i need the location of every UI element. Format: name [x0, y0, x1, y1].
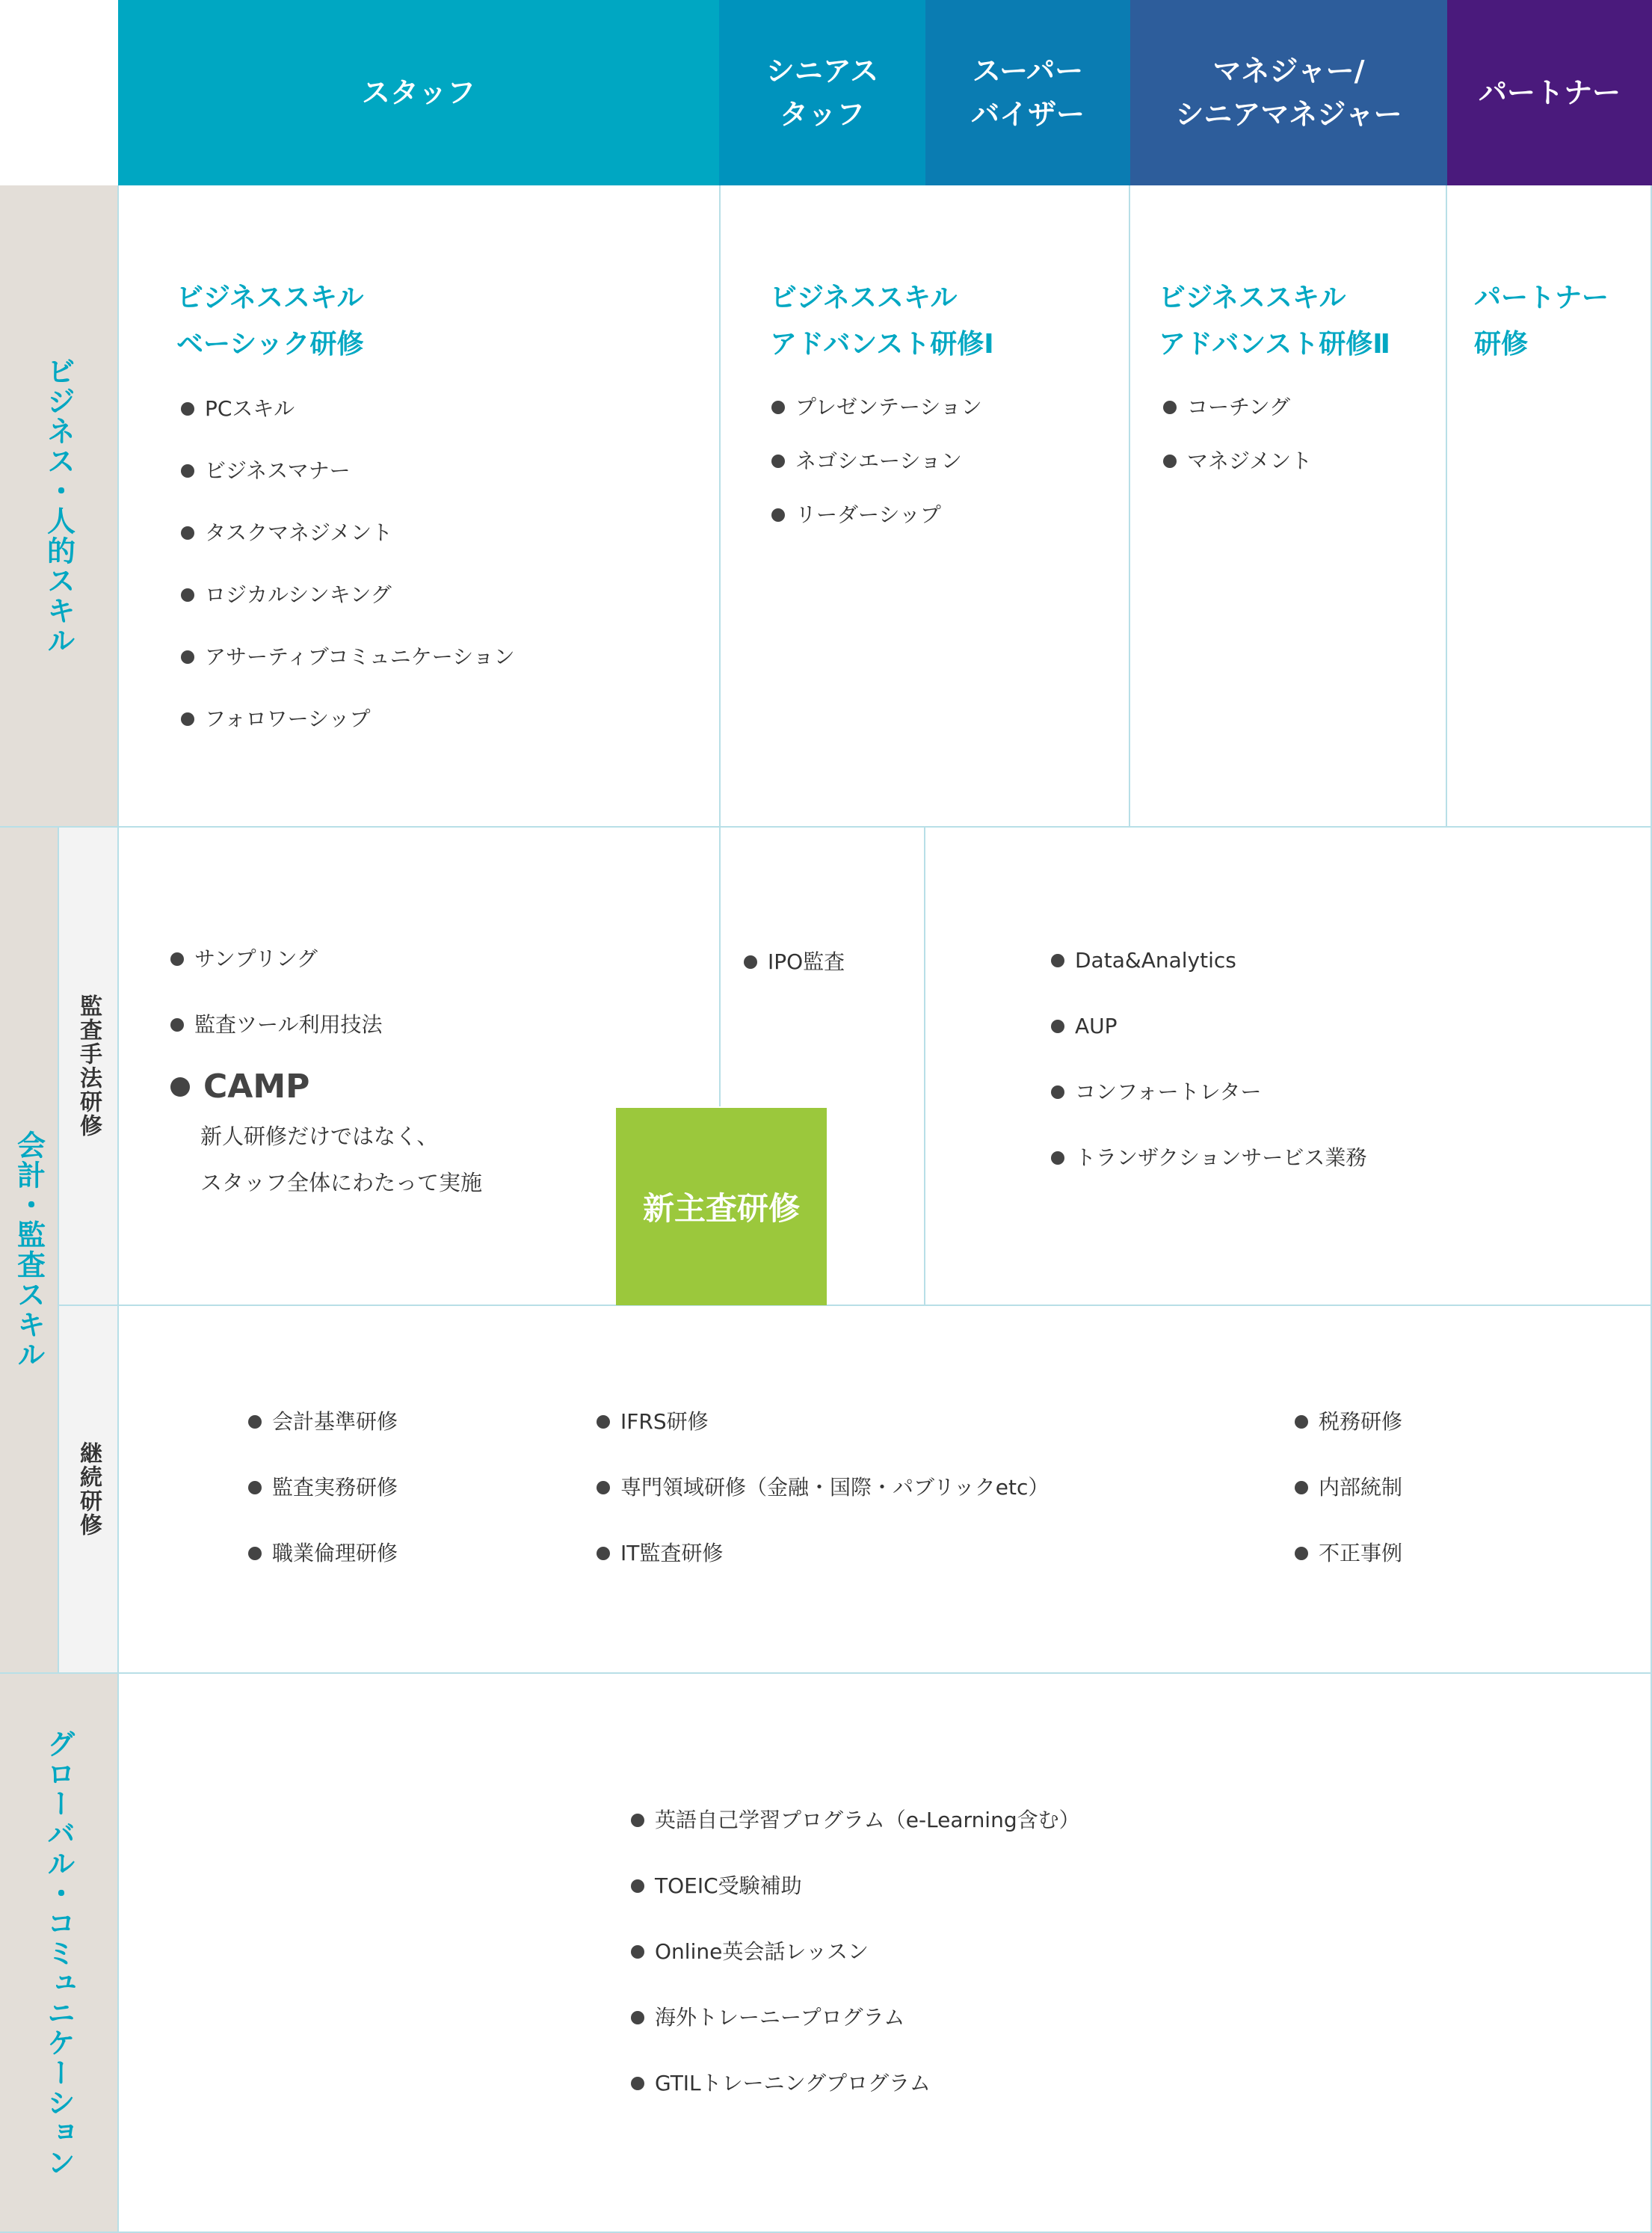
- new-lead-training-box: 新主査研修: [616, 1108, 827, 1305]
- partner-training-title: パートナー 研修: [1474, 283, 1609, 360]
- global-communication-list: [631, 1787, 1080, 2116]
- grid-line-senior-right: [924, 827, 925, 1305]
- basic-training-title: ビジネススキル ベーシック研修: [176, 283, 364, 360]
- list-item: GTILトレーニングプログラム: [631, 2051, 1080, 2116]
- grid-line-methods-bottom: [58, 1305, 1652, 1306]
- audit-methods-staff-list: [170, 926, 382, 1058]
- header-senior-staff: シニアス タッフ: [719, 0, 925, 185]
- row-label-accounting-skills: 会計・監査スキル: [0, 827, 58, 1673]
- list-item: ネゴシエーション: [771, 434, 982, 488]
- list-item: リーダーシップ: [771, 488, 982, 542]
- list-item: ビジネスマナー: [181, 440, 515, 502]
- list-item: 税務研修: [1295, 1389, 1402, 1455]
- row-label-business-skills: ビジネス・人的スキル: [0, 185, 118, 827]
- grid-line-supervisor-right: [1129, 185, 1130, 827]
- list-item: 不正事例: [1295, 1521, 1402, 1586]
- list-item: IFRS研修: [597, 1389, 1049, 1455]
- grid-line-inner-left: [58, 827, 59, 1673]
- camp-note: 新人研修だけではなく、 スタッフ全体にわたって実施: [200, 1124, 483, 1195]
- row-label-audit-methods: 監査手法研修: [58, 827, 118, 1305]
- header-staff: スタッフ: [118, 0, 719, 185]
- list-item: 職業倫理研修: [248, 1521, 398, 1586]
- row-label-continuing-training: 継続研修: [58, 1305, 118, 1673]
- list-item: コーチング: [1163, 381, 1312, 434]
- camp-label: CAMP: [170, 1068, 309, 1106]
- list-item: プレゼンテーション: [771, 381, 982, 434]
- list-item: マネジメント: [1163, 434, 1312, 488]
- list-item: タスクマネジメント: [181, 502, 515, 564]
- header-manager: マネジャー/ シニアマネジャー: [1130, 0, 1447, 185]
- list-item: サンプリング: [170, 926, 382, 992]
- list-item: コンフォートレター: [1051, 1059, 1366, 1125]
- list-item: AUP: [1051, 994, 1366, 1059]
- grid-line-left: [117, 185, 119, 2233]
- list-item: 専門領域研修（金融・国際・パブリックetc）: [597, 1455, 1049, 1521]
- continuing-col2-list: [597, 1389, 1049, 1586]
- continuing-col1-list: [248, 1389, 398, 1586]
- list-item: 内部統制: [1295, 1455, 1402, 1521]
- continuing-col3-list: [1295, 1389, 1402, 1586]
- basic-training-list: [181, 378, 515, 750]
- advanced1-training-list: [771, 381, 982, 542]
- list-item: IPO監査: [744, 943, 845, 981]
- list-item: アサーティブコミュニケーション: [181, 626, 515, 688]
- list-item: ロジカルシンキング: [181, 564, 515, 626]
- list-item: TOEIC受験補助: [631, 1853, 1080, 1919]
- audit-methods-senior-list: [744, 943, 845, 981]
- list-item: 英語自己学習プログラム（e-Learning含む）: [631, 1787, 1080, 1853]
- header-partner: パートナー: [1447, 0, 1652, 185]
- list-item: トランザクションサービス業務: [1051, 1125, 1366, 1191]
- list-item: 監査実務研修: [248, 1455, 398, 1521]
- list-item: Data&Analytics: [1051, 928, 1366, 994]
- row-label-global-communication: グローバル・コミュニケーション: [0, 1673, 118, 2233]
- list-item: フォロワーシップ: [181, 688, 515, 750]
- list-item: IT監査研修: [597, 1521, 1049, 1586]
- list-item: Online英会話レッスン: [631, 1919, 1080, 1985]
- audit-methods-manager-list: [1051, 928, 1366, 1191]
- list-item: PCスキル: [181, 378, 515, 440]
- advanced2-training-title: ビジネススキル アドバンスト研修Ⅱ: [1159, 283, 1390, 360]
- grid-line-staff-right: [719, 185, 721, 1106]
- list-item: 会計基準研修: [248, 1389, 398, 1455]
- list-item: 海外トレーニープログラム: [631, 1985, 1080, 2051]
- header-supervisor: スーパー バイザー: [925, 0, 1130, 185]
- advanced1-training-title: ビジネススキル アドバンスト研修Ⅰ: [770, 283, 994, 360]
- advanced2-training-list: [1163, 381, 1312, 488]
- grid-line-accounting-bottom: [0, 1672, 1652, 1674]
- grid-line-row1-bottom: [0, 826, 1652, 828]
- list-item: 監査ツール利用技法: [170, 992, 382, 1058]
- grid-line-manager-right: [1446, 185, 1447, 827]
